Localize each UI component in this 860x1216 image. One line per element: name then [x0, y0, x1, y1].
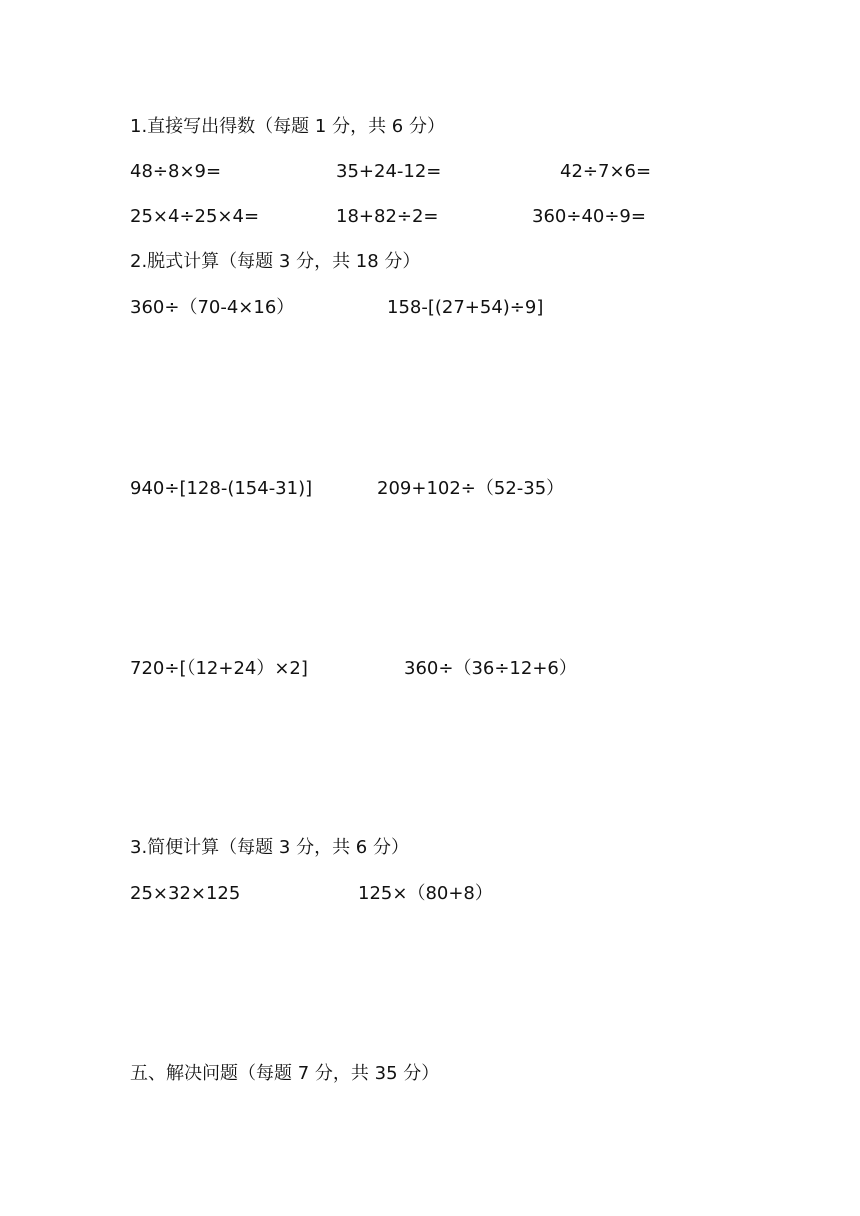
problem-1-5: 18+82÷2=: [336, 206, 439, 227]
problem-1-6: 360÷40÷9=: [532, 206, 646, 227]
section1-heading: 1.直接写出得数（每题 1 分，共 6 分）: [130, 116, 445, 137]
problem-1-4: 25×4÷25×4=: [130, 206, 260, 227]
section2-heading: 2.脱式计算（每题 3 分，共 18 分）: [130, 251, 421, 272]
section5-heading: 五、解决问题（每题 7 分，共 35 分）: [130, 1063, 440, 1084]
problem-2-6: 360÷（36÷12+6）: [404, 658, 577, 679]
problem-2-5: 720÷[（12+24）×2]: [130, 658, 308, 679]
problem-1-3: 42÷7×6=: [560, 161, 652, 182]
problem-3-1: 25×32×125: [130, 883, 241, 904]
problem-1-2: 35+24-12=: [336, 161, 442, 182]
problem-1-1: 48÷8×9=: [130, 161, 222, 182]
problem-3-2: 125×（80+8）: [358, 883, 493, 904]
problem-2-4: 209+102÷（52-35）: [377, 478, 565, 499]
section3-heading: 3.简便计算（每题 3 分，共 6 分）: [130, 837, 409, 858]
problem-2-1: 360÷（70-4×16）: [130, 297, 295, 318]
problem-2-2: 158-[(27+54)÷9]: [387, 297, 544, 318]
problem-2-3: 940÷[128-(154-31)]: [130, 478, 313, 499]
